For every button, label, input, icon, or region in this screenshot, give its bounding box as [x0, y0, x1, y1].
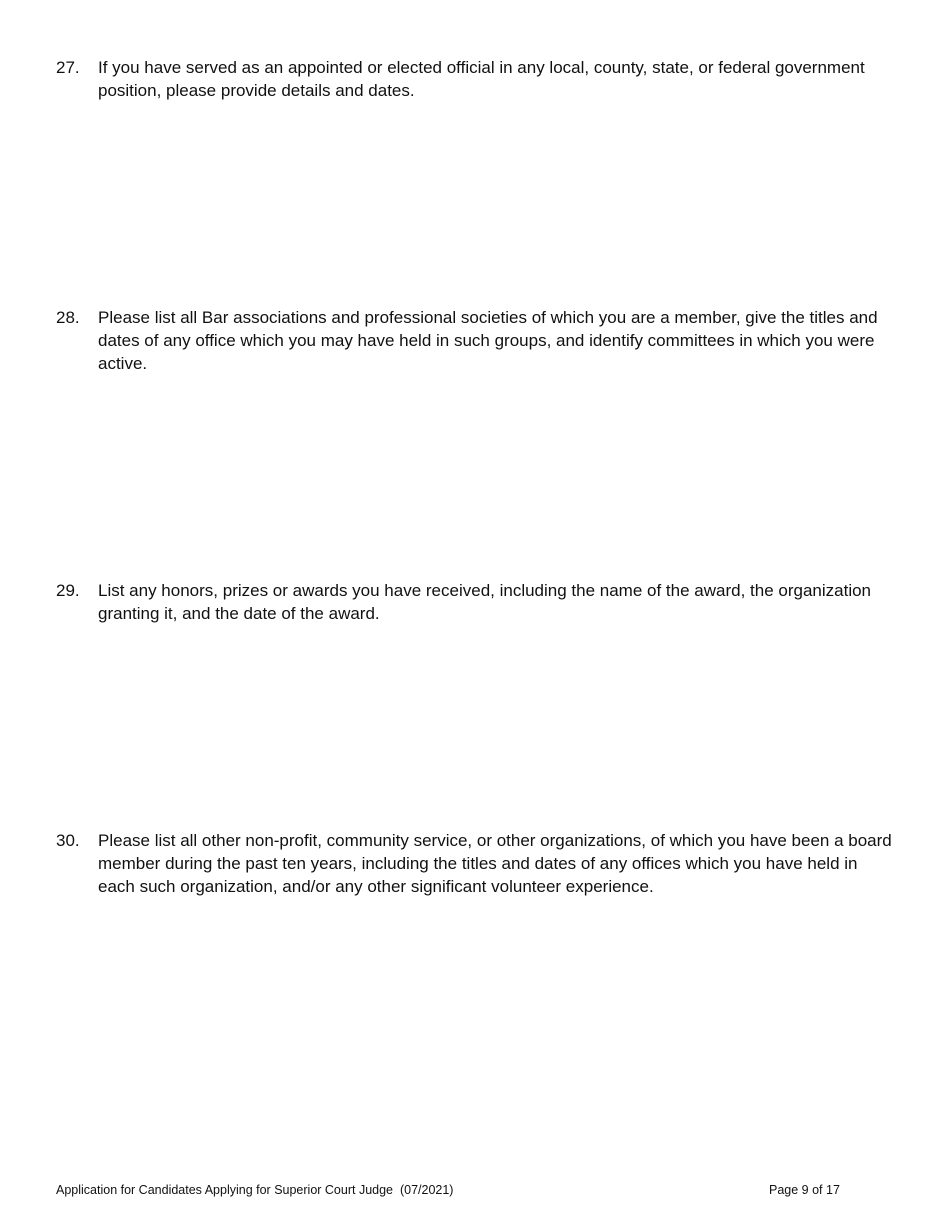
footer-page-number: Page 9 of 17 [769, 1183, 840, 1197]
question-text: Please list all other non-profit, community service, or other organizations, of which you have been a board member during the past ten years, including the titles and dates of any offices which you have held in each such organization, and/or any other significant volunteer experience. [98, 831, 892, 896]
question-number: 28. [56, 308, 80, 327]
question-number: 30. [56, 831, 80, 850]
question-30 [56, 829, 896, 898]
question-number: 29. [56, 581, 80, 600]
question-text: Please list all Bar associations and professional societies of which you are a member, give the titles and dates of any office which you may have held in such groups, and identify committees in which you were active. [98, 308, 878, 373]
question-28 [56, 306, 896, 375]
question-27 [56, 56, 896, 102]
question-number: 27. [56, 58, 80, 77]
question-29 [56, 579, 896, 625]
footer-document-title: Application for Candidates Applying for Superior Court Judge (07/2021) [56, 1183, 454, 1197]
question-text: List any honors, prizes or awards you have received, including the name of the award, the organization granting it, and the date of the award. [98, 581, 872, 623]
question-text: If you have served as an appointed or elected official in any local, county, state, or federal government position, please provide details and dates. [98, 58, 865, 100]
